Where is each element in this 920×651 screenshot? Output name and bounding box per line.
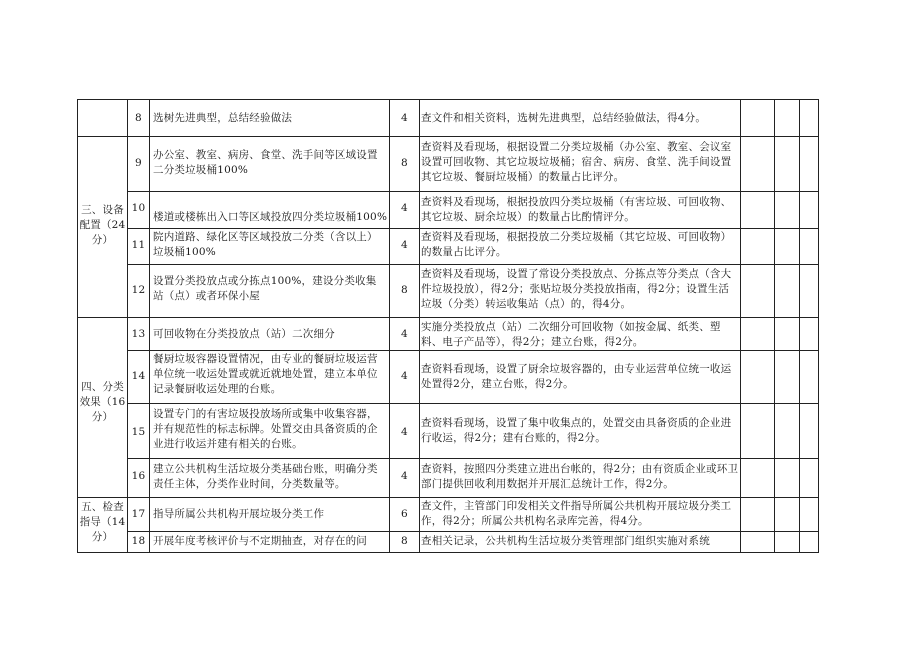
category-cell-equipment: 三、设备配置（24分）	[79, 204, 126, 246]
row-number: 17	[131, 508, 146, 520]
row-points: 4	[401, 239, 408, 251]
table-rule	[127, 228, 819, 229]
table-rule	[740, 99, 741, 552]
row-number: 16	[131, 470, 146, 482]
row-points: 6	[401, 508, 408, 520]
row-number: 9	[135, 157, 142, 169]
row-content: 开展年度考核评价与不定期抽查，对存在的问	[153, 535, 367, 547]
table-rule	[77, 99, 819, 100]
row-number: 8	[135, 112, 142, 124]
row-method: 查资料及看现场，根据投放四分类垃圾桶（有害垃圾、可回收物、其它垃圾、厨余垃圾）的数量占比酌情评分。	[421, 196, 732, 223]
table-rule	[818, 99, 819, 552]
row-method: 查文件，主管部门印发相关文件指导所属公共机构开展垃圾分类工作，得2分；所属公共机构名录库完善，得4分。	[421, 500, 732, 527]
table-rule	[127, 531, 819, 532]
table-rule	[77, 99, 78, 552]
row-method: 查资料及看现场，根据设置二分类垃圾桶（办公室、教室、会议室设置可回收物、其它垃圾垃圾桶；宿舍、病房、食堂、洗手间设置其它垃圾、餐厨垃圾桶）的数量占比评分。	[421, 141, 732, 183]
row-number: 15	[131, 426, 146, 438]
row-points: 4	[401, 470, 408, 482]
row-method: 查相关记录，公共机构生活垃圾分类管理部门组织实施对系统	[421, 535, 710, 547]
category-cell-effect: 四、分类效果（16分）	[79, 381, 126, 423]
row-number: 10	[131, 202, 146, 214]
row-content: 选树先进典型，总结经验做法	[153, 112, 293, 124]
row-content: 建立公共机构生活垃圾分类基础台账，明确分类责任主体，分类作业时间，分类数量等。	[153, 463, 378, 490]
row-points: 4	[401, 370, 408, 382]
category-cell-guidance: 五、检查指导（14分）	[79, 501, 126, 543]
row-number: 13	[131, 328, 146, 340]
row-content: 餐厨垃圾容器设置情况，由专业的餐厨垃圾运营单位统一收运处置或就近就地处置，建立本单位记录餐厨收运处理的台账。	[153, 353, 378, 395]
row-method: 查资料，按照四分类建立进出台帐的，得2分；由有资质企业或环卫部门提供回收利用数据并开展汇总统计工作，得2分。	[421, 463, 739, 490]
row-method: 查资料看现场，设置了厨余垃圾容器的，由专业运营单位统一收运处置得2分，建立台账，得2分。	[421, 363, 732, 390]
row-method: 查资料及看现场，设置了常设分类投放点、分拣点等分类点（含大件垃圾投放），得2分；张贴垃圾分类投放指南，得2分；设置生活垃圾（分类）转运收集站（点）的，得4分。	[421, 268, 732, 310]
row-method: 实施分类投放点（站）二次细分可回收物（如按金属、纸类、塑料、电子产品等），得2分；建立台账，得2分。	[421, 321, 721, 348]
table-rule	[127, 458, 819, 459]
row-points: 4	[401, 202, 408, 214]
table-rule	[127, 191, 819, 192]
row-points: 8	[401, 284, 408, 296]
table-rule	[149, 99, 150, 552]
table-rule	[799, 99, 800, 552]
row-content: 办公室、教室、病房、食堂、洗手间等区域设置二分类垃圾桶100%	[153, 149, 378, 176]
row-points: 4	[401, 426, 408, 438]
row-points: 4	[401, 328, 408, 340]
row-content: 设置分类投放点或分拣点100%，建设分类收集站（点）或者环保小屋	[153, 275, 377, 302]
table-rule	[77, 552, 819, 553]
row-points: 8	[401, 535, 408, 547]
row-number: 18	[131, 535, 146, 547]
table-rule	[127, 403, 819, 404]
table-rule	[77, 136, 819, 137]
row-content: 楼道或楼栋出入口等区域投放四分类垃圾桶100%	[153, 211, 388, 223]
row-method: 查文件和相关资料，选树先进典型，总结经验做法，得4分。	[421, 112, 707, 124]
row-number: 11	[131, 239, 146, 251]
row-method: 查资料看现场，设置了集中收集点的，处置交由具备资质的企业进行收运，得2分；建有台账的，得2分。	[421, 417, 732, 444]
table-rule	[77, 497, 819, 498]
row-content: 指导所属公共机构开展垃圾分类工作	[153, 508, 325, 520]
table-rule	[127, 264, 819, 265]
row-number: 14	[131, 370, 146, 382]
row-content: 可回收物在分类投放点（站）二次细分	[153, 328, 335, 340]
row-content: 院内道路、绿化区等区域投放二分类（含以上）垃圾桶100%	[153, 231, 378, 258]
row-content: 设置专门的有害垃圾投放场所或集中收集容器，并有规范性的标志标牌。处置交由具备资质的企业进行收运并建有相关的台账。	[153, 408, 378, 450]
row-method: 查资料及看现场，根据投放二分类垃圾桶（其它垃圾、可回收物）的数量占比评分。	[421, 231, 732, 258]
table-rule	[77, 317, 819, 318]
table-rule	[774, 99, 775, 552]
table-rule	[419, 99, 420, 552]
row-points: 4	[401, 112, 408, 124]
table-rule	[127, 350, 819, 351]
row-points: 8	[401, 157, 408, 169]
row-number: 12	[131, 284, 146, 296]
